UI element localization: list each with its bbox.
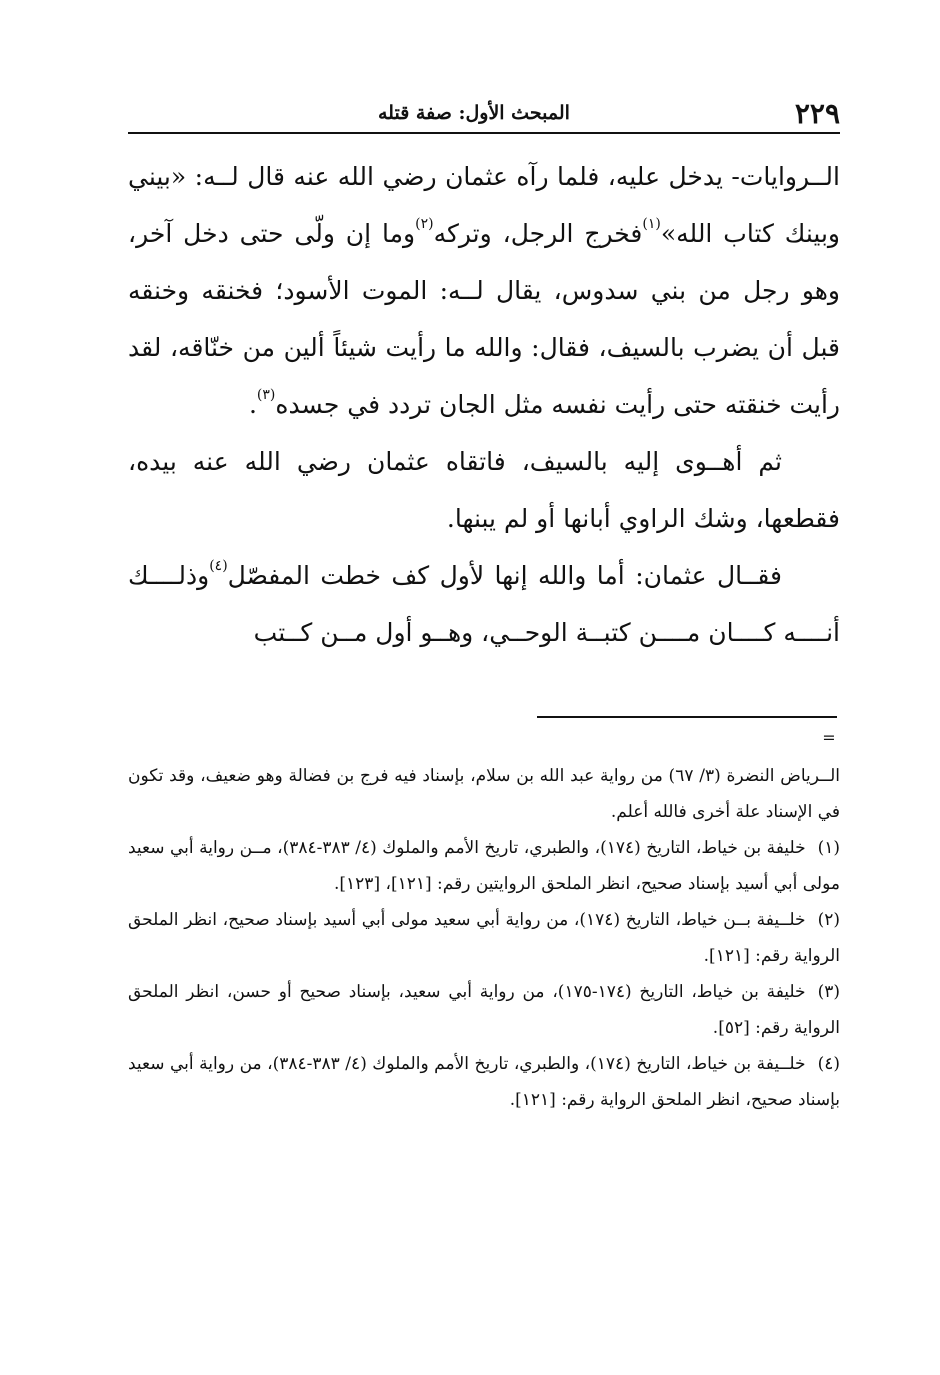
footnote-text: خلــيفة بن خياط، التاريخ (١٧٤)، والطبري، تاريخ الأمم والملوك (٤/ ٣٨٣-٣٨٤)، من رواية أبي سعيد بإسناد صحيح، انظر الملحق الرواية رقم: [١٢١]. [128, 1054, 840, 1110]
footnote-number: (١) [817, 838, 841, 858]
paragraph-3-part-b: وذلــــك أنــــه كــــان مــــن كتبــة الوحــي، وهــو أول مــن كــتب [128, 561, 840, 647]
footnote-ref-1: (١) [642, 216, 661, 232]
footnote-4 [128, 1046, 840, 1118]
footnote-number: (٢) [817, 910, 840, 930]
footnote-ref-4: (٤) [209, 558, 228, 574]
footnote-text: خليفة بن خياط، التاريخ (١٧٤)، والطبري، تاريخ الأمم والملوك (٤/ ٣٨٣-٣٨٤)، مــن رواية أبي سعيد مولى أبي أسيد بإسناد صحيح، انظر الملحق الروايتين رقم: [١٢١]، [١٢٣]. [128, 838, 840, 894]
paragraph-2: ثم أهــوى إليه بالسيف، فاتقاه عثمان رضي الله عنه بيده، فقطعها، وشك الراوي أبانها أو لم يبنها. [128, 447, 840, 533]
footnote-text: خلــيفة بــن خياط، التاريخ (١٧٤)، من رواية أبي سعيد مولى أبي أسيد بإسناد صحيح، انظر الملحق الرواية رقم: [١٢١]. [128, 910, 840, 966]
page-header [128, 96, 840, 130]
footnote-carryover: الــرياض النضرة (٣/ ٦٧) من رواية عبد الله بن سلام، بإسناد فيه فرج بن فضالة وهو ضعيف، وقد تكون في الإسناد علة أخرى فالله أعلم. [128, 766, 840, 822]
footnote-2 [128, 902, 840, 974]
paragraph-1-part-b: فخرج الرجل، وتركه [433, 219, 643, 248]
paragraph-1-part-a: الــروايات- يدخل عليه، فلما رآه عثمان رضي الله عنه قال لــه: «بيني وبينك كتاب الله» [128, 162, 840, 248]
paragraph-1 [128, 148, 840, 433]
footnote-number: (٣) [817, 982, 840, 1002]
page-number: ٢٢٩ [794, 96, 840, 130]
main-text [128, 148, 840, 661]
paragraph-3 [128, 547, 840, 661]
paragraph-1-part-d: . [248, 390, 257, 419]
footnote-separator [537, 716, 837, 718]
footnote-number: (٤) [817, 1054, 840, 1074]
footnote-text: خليفة بن خياط، التاريخ (١٧٤-١٧٥)، من رواية أبي سعيد، بإسناد صحيح أو حسن، انظر الملحق الرواية رقم: [٥٢]. [128, 982, 840, 1038]
running-title: المبحث الأول: صفة قتله [378, 102, 570, 124]
footnotes [128, 758, 840, 1118]
footnote-ref-3: (٣) [256, 387, 276, 403]
paragraph-3-part-a: فقــال عثمان: أما والله إنها لأول كف خطت المفصّل [227, 561, 782, 590]
header-rule [128, 132, 840, 134]
footnote-continuation-mark: = [822, 728, 836, 747]
footnote-1 [128, 830, 840, 902]
paragraph-1-part-c: وما إن ولّى حتى دخل آخر، وهو رجل من بني سدوس، يقال لــه: الموت الأسود؛ فخنقه وخنقه قبل أن يضرب بالسيف، فقال: والله ما رأيت شيئاً ألين من خنّاقه، لقد رأيت خنقته حتى رأيت نفسه مثل الجان تردد في جسده [128, 219, 840, 419]
footnote-3 [128, 974, 840, 1046]
footnote-ref-2: (٢) [415, 216, 434, 232]
